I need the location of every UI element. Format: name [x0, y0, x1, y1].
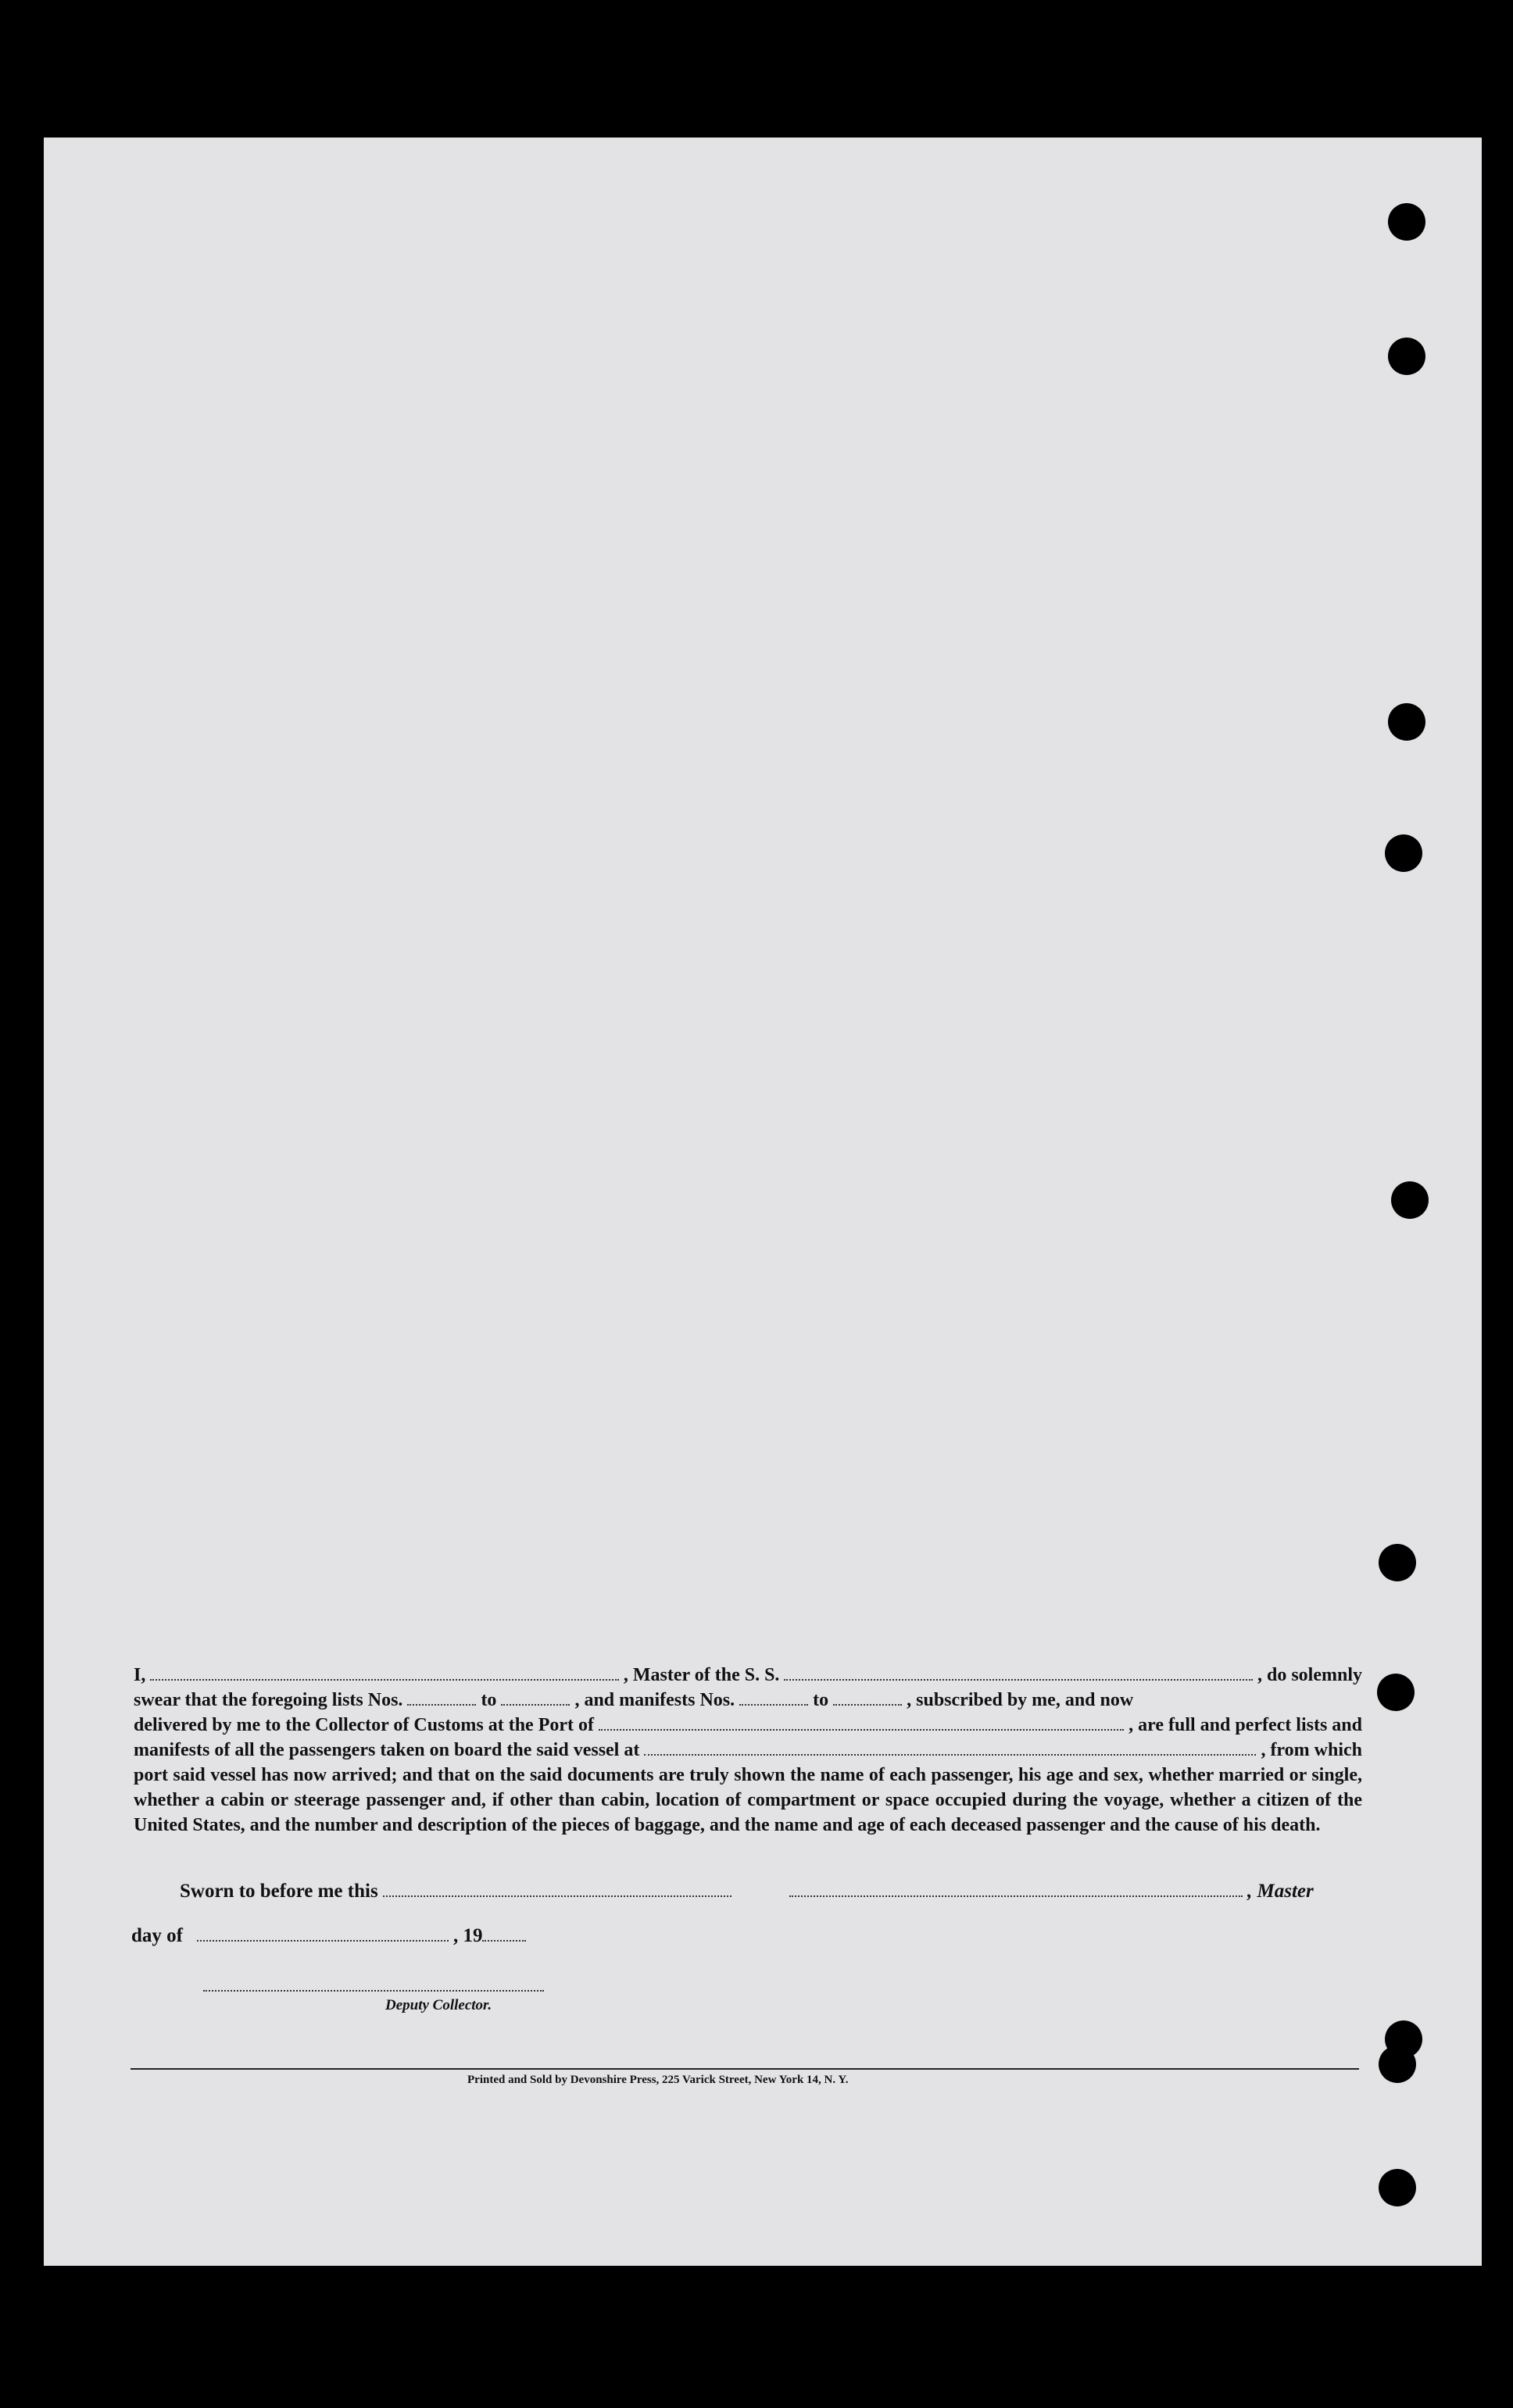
oath-text: manifests of all the passengers taken on board the said vessel at — [134, 1740, 640, 1760]
oath-text: , from which — [1261, 1740, 1362, 1760]
master-label: , Master — [1247, 1881, 1314, 1902]
printer-imprint: Printed and Sold by Devonshire Press, 225 Varick Street, New York 14, N. Y. — [467, 2074, 849, 2086]
sworn-line — [180, 1881, 736, 1902]
oath-paragraph — [134, 1663, 1362, 1838]
binder-hole — [1377, 1674, 1415, 1711]
oath-body: port said vessel has now arrived; and that on the said documents are truly shown the name of each passenger, his age and sex, whether married or single, whether a cabin or steerage passenger and, if other than cabin, location of compartment or space occupied during the voyage, whether a citizen of the United States, and the number and description of the pieces of baggage, and the name and age of each deceased passenger and the cause of his death. — [134, 1765, 1362, 1835]
oath-line-2 — [134, 1688, 1362, 1713]
sworn-label: Sworn to before me this — [180, 1881, 378, 1902]
oath-line-4 — [134, 1738, 1362, 1763]
manifest-to-blank — [833, 1690, 902, 1706]
oath-text: to — [813, 1690, 829, 1710]
embark-port-blank — [644, 1740, 1256, 1756]
vessel-name-blank — [784, 1665, 1253, 1681]
port-blank — [599, 1715, 1124, 1731]
month-blank — [197, 1926, 449, 1942]
day-line — [131, 1925, 531, 1947]
oath-text: , subscribed by me, and now — [907, 1690, 1134, 1710]
binder-hole — [1388, 703, 1425, 741]
binder-hole — [1388, 203, 1425, 241]
oath-text: I, — [134, 1665, 146, 1685]
oath-line-1 — [134, 1663, 1362, 1688]
manifest-from-blank — [739, 1690, 808, 1706]
oath-text: , and manifests Nos. — [574, 1690, 735, 1710]
day-label: day of — [131, 1925, 183, 1946]
binder-hole — [1379, 2169, 1416, 2206]
oath-text: , are full and perfect lists and — [1128, 1715, 1362, 1735]
oath-text: , Master of the S. S. — [623, 1665, 780, 1685]
list-to-blank — [501, 1690, 570, 1706]
year-label: , 19 — [452, 1925, 483, 1946]
binder-hole — [1379, 1544, 1416, 1581]
oath-text: to — [481, 1690, 497, 1710]
deputy-collector-label: Deputy Collector. — [385, 1997, 492, 2013]
oath-text: , do solemnly — [1257, 1665, 1362, 1685]
binder-hole — [1379, 2045, 1416, 2083]
deputy-signature-blank — [203, 1990, 544, 1992]
binder-hole — [1388, 338, 1425, 375]
binder-hole — [1391, 1181, 1429, 1219]
divider — [131, 2068, 1359, 2070]
binder-hole — [1385, 834, 1422, 872]
master-signature-blank — [789, 1881, 1243, 1897]
master-signature-line — [789, 1881, 1314, 1902]
sworn-date-blank — [383, 1881, 731, 1897]
year-blank — [482, 1926, 526, 1942]
oath-line-3 — [134, 1713, 1362, 1738]
master-name-blank — [150, 1665, 619, 1681]
oath-text: swear that the foregoing lists Nos. — [134, 1690, 403, 1710]
list-from-blank — [407, 1690, 476, 1706]
oath-text: delivered by me to the Collector of Customs at the Port of — [134, 1715, 594, 1735]
